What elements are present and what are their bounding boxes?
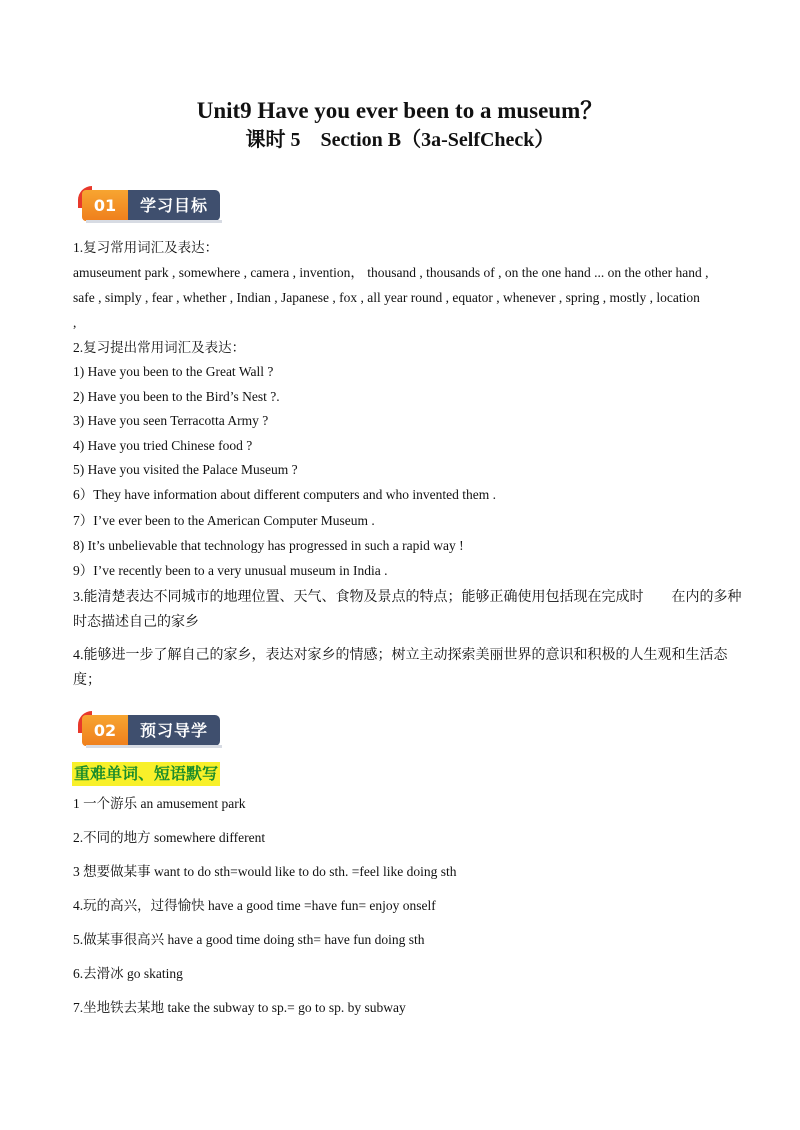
goal-line: 2) Have you been to the Bird’s Nest ?. [73,389,280,404]
goal-line: 4) Have you tried Chinese food ? [73,438,253,453]
goal-paragraph: 4.能够进一步了解自己的家乡，表达对家乡的情感；树立主动探索美丽世界的意识和积极的人生观和生活态度； [73,648,728,688]
badge-shadow [86,220,222,223]
goal-line: 9）I’ve recently been to a very unusual museum in India . [73,563,388,578]
highlight-heading: 重难单词、短语默写 [72,762,220,786]
badge-label: 预习导学 [128,715,220,746]
section-badge-learning-goals [78,186,224,222]
vocab-item: 3 想要做某事 want to do sth=would like to do sth. =feel like doing sth [73,864,457,879]
goal-line: 1) Have you been to the Great Wall ? [73,364,274,379]
vocab-item: 4.玩的高兴，过得愉快 have a good time =have fun= enjoy onself [73,898,436,913]
goal-line: 8) It’s unbelievable that technology has progressed in such a rapid way ! [73,538,464,553]
goal-line: , [73,315,77,330]
goal-line: 7）I’ve ever been to the American Computer Museum . [73,513,375,528]
section-badge-preview [78,711,224,747]
goal-line: 6）They have information about different computers and who invented them . [73,487,497,502]
goal-line: safe , simply , fear , whether , Indian , Japanese , fox , all year round , equator , whenever , spring , mostly , location [73,290,700,305]
vocab-item: 6.去滑冰 go skating [73,966,183,981]
unit-title: Unit9 Have you ever been to a museum？ [196,98,604,123]
goal-line: 1.复习常用词汇及表达： [73,240,219,255]
badge-label: 学习目标 [128,190,220,221]
goal-line: 2.复习提出常用词汇及表达： [73,340,246,355]
goal-line: amuseument park , somewhere , camera , invention， thousand , thousands of , on the one hand ... on the other hand , [73,265,709,280]
vocab-item: 5.做某事很高兴 have a good time doing sth= have fun doing sth [73,932,425,947]
badge-number: 01 [82,190,128,221]
goal-paragraph: 3.能清楚表达不同城市的地理位置、天气、食物及景点的特点；能够正确使用包括现在完成时 在内的多种时态描述自己的家乡 [73,590,742,630]
vocab-item: 7.坐地铁去某地 take the subway to sp.= go to sp. by subway [73,1000,406,1015]
vocab-item: 1 一个游乐 an amusement park [73,796,246,811]
goal-line: 5) Have you visited the Palace Museum ? [73,462,298,477]
vocab-item: 2.不同的地方 somewhere different [73,830,266,845]
lesson-subtitle: 课时 5 Section B（3a-SelfCheck） [245,129,555,151]
goal-line: 3) Have you seen Terracotta Army ? [73,413,269,428]
badge-shadow [86,745,222,748]
badge-number: 02 [82,715,128,746]
